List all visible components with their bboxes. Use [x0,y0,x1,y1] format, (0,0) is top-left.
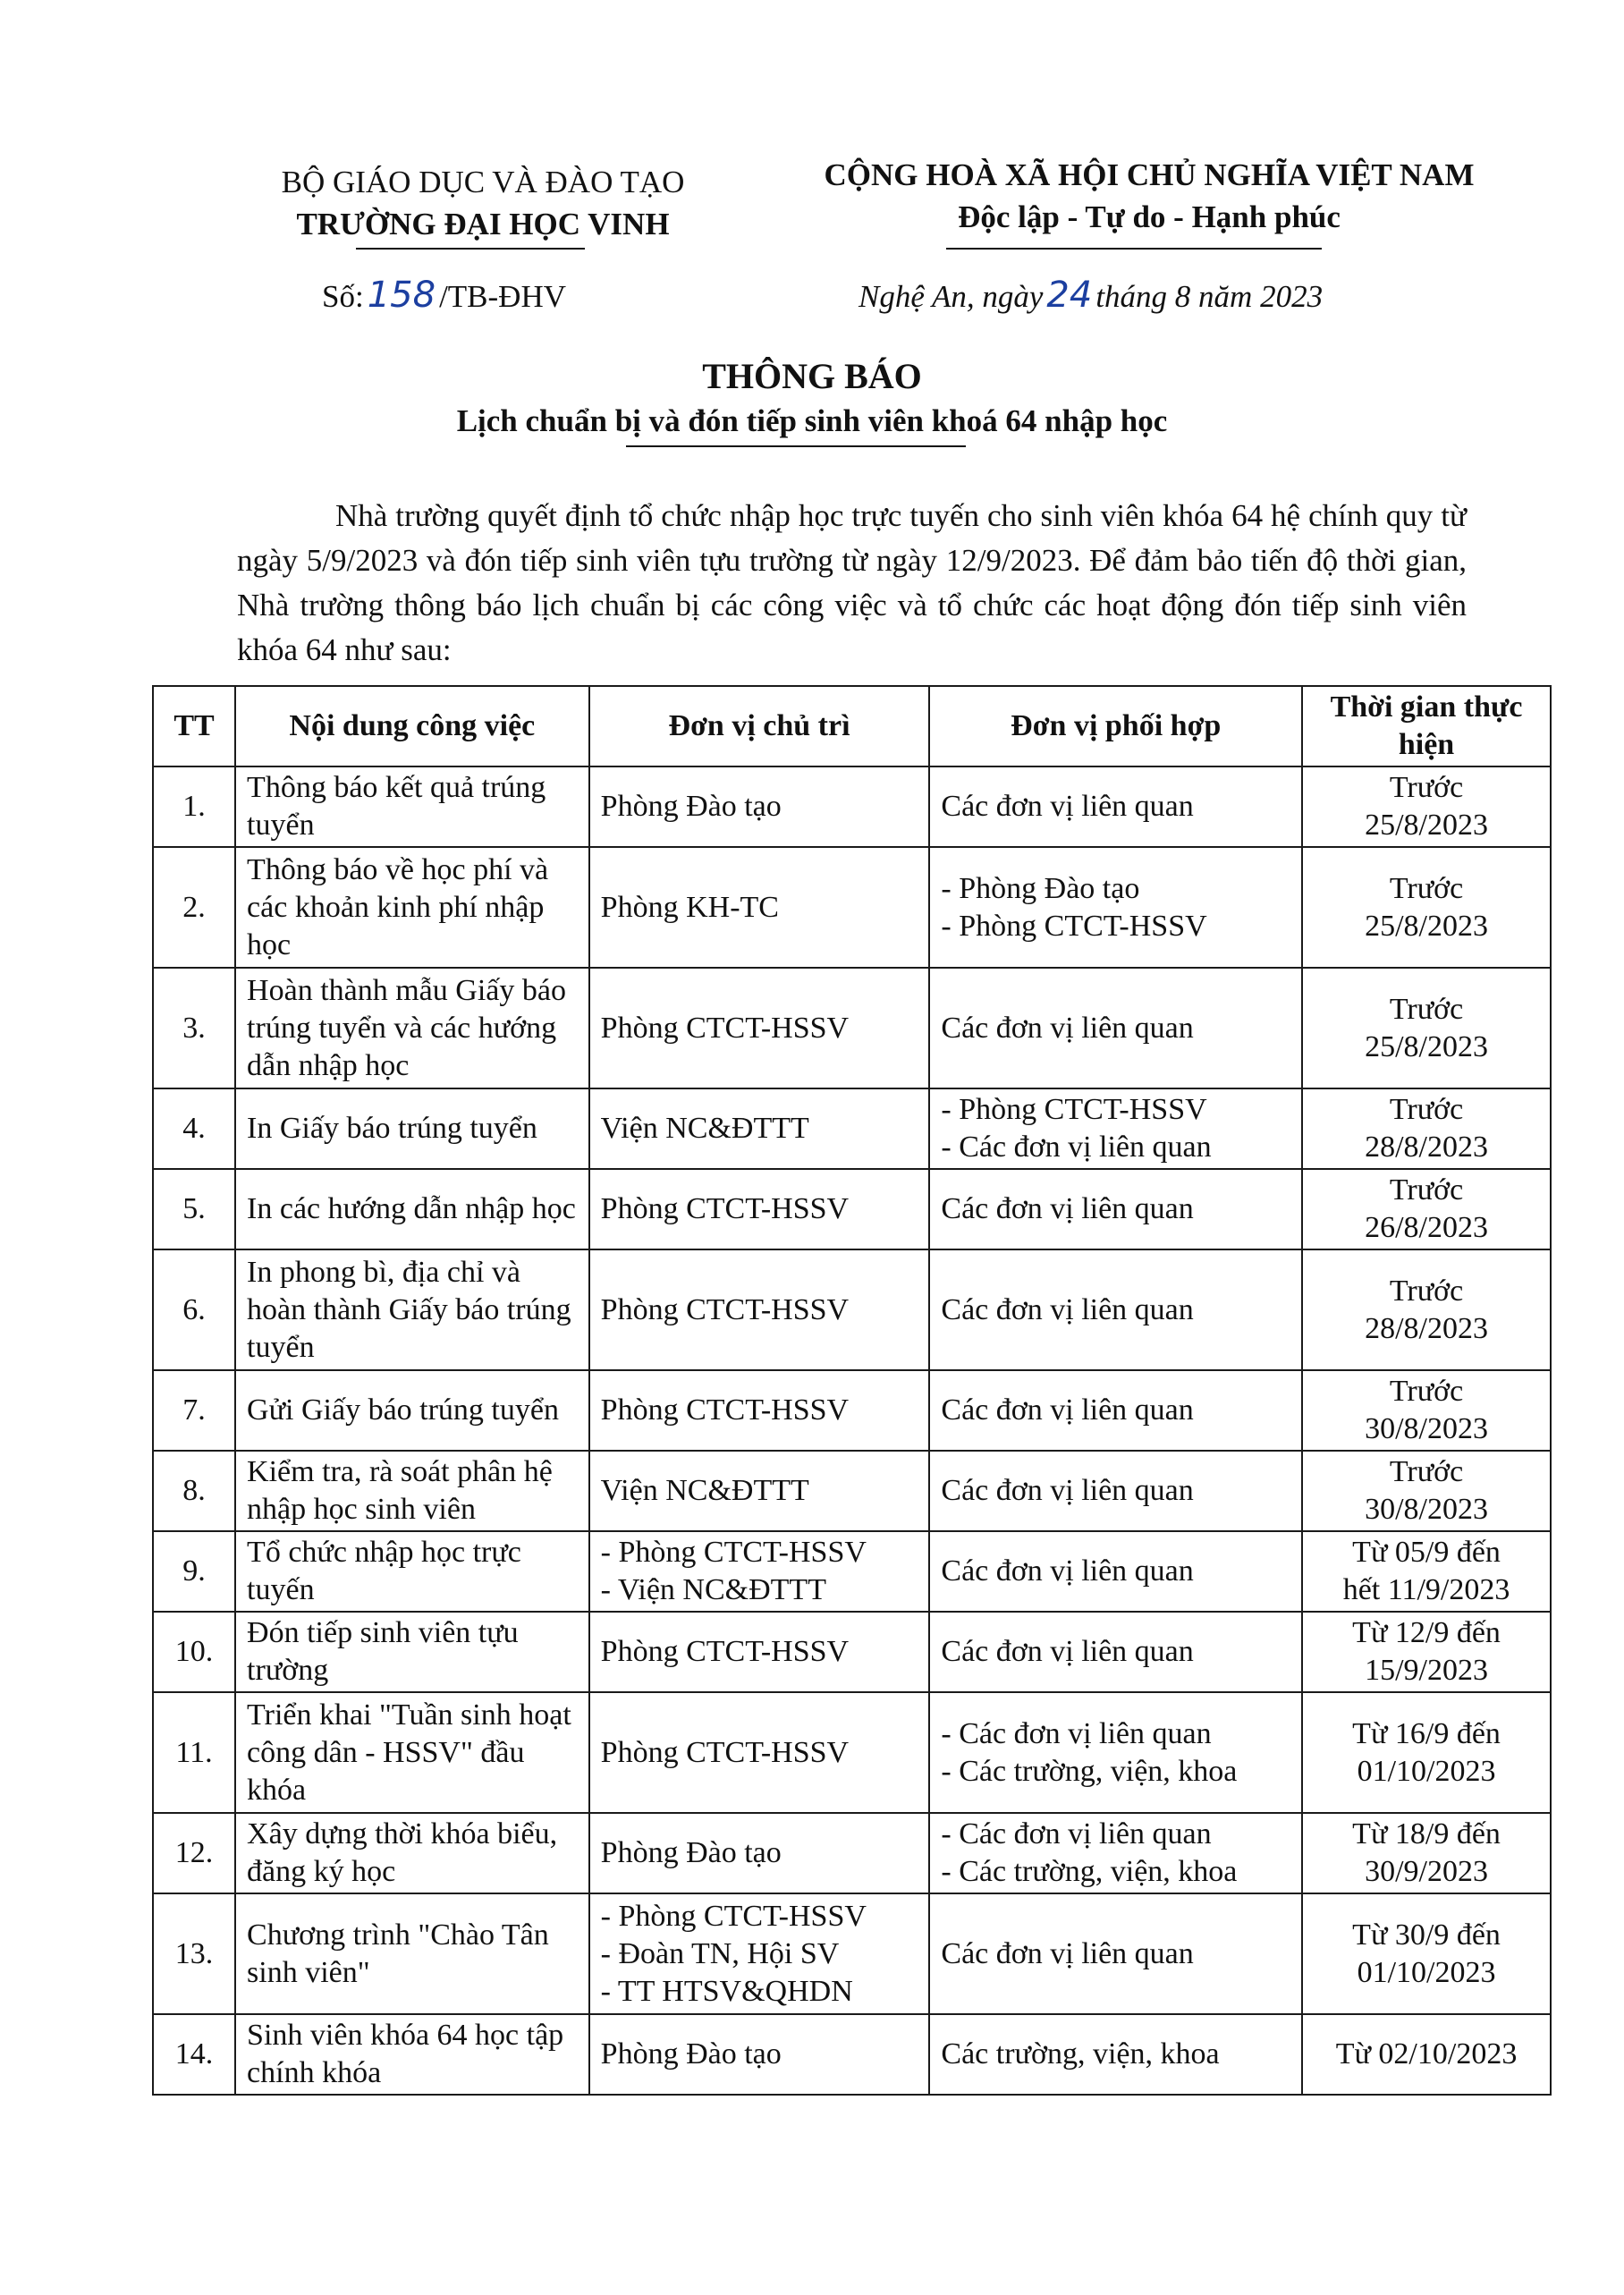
table-row [153,968,1551,1088]
time-frame-line: Từ 12/9 đến [1352,1616,1501,1649]
header-tt: TT [153,686,235,766]
handwritten-number: 158 [367,275,436,316]
task-description: Tổ chức nhập học trực tuyến [235,1531,589,1612]
lead-unit-line: Viện NC&ĐTTT [600,1112,809,1145]
table-row [153,1531,1551,1612]
table-row [153,1612,1551,1692]
time-frame-line: 28/8/2023 [1365,1131,1488,1164]
coop-unit [929,847,1302,968]
time-frame-line: 30/9/2023 [1365,1855,1488,1888]
coop-unit [929,1692,1302,1813]
time-frame-line: 01/10/2023 [1357,1754,1496,1788]
country-name: CỘNG HOÀ XÃ HỘI CHỦ NGHĨA VIỆT NAM [824,157,1475,192]
lead-unit-line: - Đoàn TN, Hội SV [600,1936,840,1970]
lead-unit [589,1813,930,1893]
national-motto: Độc lập - Tự do - Hạnh phúc [958,199,1341,234]
table-header-row [153,686,1551,766]
task-description: Chương trình "Chào Tân sinh viên" [235,1893,589,2014]
task-description: Hoàn thành mẫu Giấy báo trúng tuyển và các hướng dẫn nhập học [235,968,589,1088]
issuer-underline [356,248,585,250]
coop-unit-line: Các đơn vị liên quan [941,1011,1194,1045]
lead-unit-line: - Phòng CTCT-HSSV [600,1899,867,1933]
time-frame-line: 25/8/2023 [1365,1029,1488,1063]
coop-unit-line: Các đơn vị liên quan [941,1393,1194,1427]
task-description: Kiểm tra, rà soát phân hệ nhập học sinh viên [235,1451,589,1531]
table-row [153,1088,1551,1169]
task-description: Sinh viên khóa 64 học tập chính khóa [235,2014,589,2095]
coop-unit [929,1612,1302,1692]
table-row [153,2014,1551,2095]
time-frame-line: 30/8/2023 [1365,1493,1488,1526]
coop-unit-line: - Các đơn vị liên quan [941,1131,1212,1164]
lead-unit-line: - Phòng CTCT-HSSV [600,1536,867,1569]
time-frame-line: Trước [1389,1274,1464,1308]
row-number: 3. [153,968,235,1088]
lead-unit [589,1370,930,1451]
document-subtitle: Lịch chuẩn bị và đón tiếp sinh viên khoá 64 nhập học [456,403,1168,438]
issue-date [859,273,1323,319]
row-number: 1. [153,766,235,847]
time-frame [1302,1451,1551,1531]
time-frame [1302,1370,1551,1451]
ministry-name: BỘ GIÁO DỤC VÀ ĐÀO TẠO [281,165,685,199]
time-frame-line: Trước [1389,992,1464,1026]
time-frame [1302,1531,1551,1612]
table-row [153,1893,1551,2014]
coop-unit-line: Các đơn vị liên quan [941,790,1194,823]
time-frame-line: Trước [1389,871,1464,905]
subtitle-underline [626,445,966,447]
lead-unit-line: Phòng CTCT-HSSV [600,1192,850,1225]
table-row [153,1813,1551,1893]
time-frame-line: Từ 05/9 đến [1352,1536,1501,1569]
table-row [153,1249,1551,1370]
handwritten-day: 24 [1046,275,1093,316]
lead-unit-line: Phòng CTCT-HSSV [600,1735,850,1769]
header-time [1302,686,1551,766]
row-number: 13. [153,1893,235,2014]
document-title: THÔNG BÁO [702,356,922,396]
time-frame [1302,1249,1551,1370]
lead-unit-line: Phòng CTCT-HSSV [600,1292,850,1326]
time-frame [1302,766,1551,847]
document-number-prefix: Số: [322,279,364,314]
coop-unit [929,1531,1302,1612]
header-task: Nội dung công việc [235,686,589,766]
row-number: 12. [153,1813,235,1893]
time-frame [1302,2014,1551,2095]
lead-unit [589,1451,930,1531]
lead-unit [589,1612,930,1692]
time-frame-line: 25/8/2023 [1365,809,1488,842]
time-frame-line: Trước [1389,1173,1464,1207]
task-description: Đón tiếp sinh viên tựu trường [235,1612,589,1692]
intro-paragraph: Nhà trường quyết định tổ chức nhập học trực tuyến cho sinh viên khóa 64 hệ chính quy từ ngày 5/9/2023 và đón tiếp sinh viên tựu trường từ ngày 12/9/2023. Để đảm bảo tiến độ thời gian, Nhà trường thông báo lịch chuẩn bị các công việc và tổ chức các hoạt động đón tiếp sinh viên khóa 64 như sau: [237,498,1467,667]
coop-unit [929,1813,1302,1893]
time-frame [1302,1813,1551,1893]
time-frame-line: 25/8/2023 [1365,909,1488,943]
time-frame [1302,1893,1551,2014]
row-number: 8. [153,1451,235,1531]
time-frame-line: Trước [1389,1093,1464,1126]
header-coop-unit-label: Đơn vị phối hợp [1011,709,1222,742]
time-frame-line: Từ 18/9 đến [1352,1817,1501,1850]
lead-unit [589,847,930,968]
coop-unit [929,968,1302,1088]
lead-unit [589,1893,930,2014]
lead-unit-line: Phòng CTCT-HSSV [600,1011,850,1045]
coop-unit-line: - Phòng Đào tạo [941,871,1140,905]
document-number [322,273,566,319]
time-frame [1302,1088,1551,1169]
national-motto-block [778,154,1520,238]
time-frame [1302,1612,1551,1692]
task-description: Thông báo về học phí và các khoản kinh phí nhập học [235,847,589,968]
lead-unit-line: - Viện NC&ĐTTT [600,1573,826,1606]
coop-unit-line: Các đơn vị liên quan [941,1936,1194,1970]
coop-unit [929,1893,1302,2014]
time-frame-line: Từ 16/9 đến [1352,1716,1501,1750]
schedule-rows [153,766,1551,2095]
issuer-block [241,161,724,245]
task-description: Gửi Giấy báo trúng tuyển [235,1370,589,1451]
motto-underline [946,248,1322,250]
time-frame [1302,1692,1551,1813]
university-name: TRƯỜNG ĐẠI HỌC VINH [296,207,670,241]
task-description: Triển khai "Tuần sinh hoạt công dân - HSSV" đầu khóa [235,1692,589,1813]
row-number: 2. [153,847,235,968]
lead-unit [589,766,930,847]
row-number: 9. [153,1531,235,1612]
time-frame [1302,968,1551,1088]
time-frame [1302,847,1551,968]
row-number: 7. [153,1370,235,1451]
time-frame-line: 01/10/2023 [1357,1955,1496,1989]
task-description: In phong bì, địa chỉ và hoàn thành Giấy báo trúng tuyển [235,1249,589,1370]
coop-unit-line: Các trường, viện, khoa [941,2037,1220,2071]
coop-unit-line: Các đơn vị liên quan [941,1292,1194,1326]
document-number-suffix: /TB-ĐHV [439,279,566,314]
row-number: 4. [153,1088,235,1169]
coop-unit [929,2014,1302,2095]
coop-unit-line: Các đơn vị liên quan [941,1192,1194,1225]
lead-unit [589,1249,930,1370]
lead-unit-line: - TT HTSV&QHDN [600,1974,853,2008]
coop-unit-line: - Phòng CTCT-HSSV [941,909,1207,943]
coop-unit [929,1169,1302,1249]
table-row [153,1169,1551,1249]
lead-unit-line: Phòng Đào tạo [600,790,782,823]
coop-unit [929,1451,1302,1531]
time-frame-line: 26/8/2023 [1365,1211,1488,1244]
time-frame [1302,1169,1551,1249]
coop-unit-line: - Các đơn vị liên quan [941,1716,1212,1750]
time-frame-line: 15/9/2023 [1365,1654,1488,1687]
lead-unit-line: Phòng Đào tạo [600,2037,782,2071]
lead-unit [589,1169,930,1249]
row-number: 14. [153,2014,235,2095]
schedule-table [152,685,1552,2096]
coop-unit-line: Các đơn vị liên quan [941,1635,1194,1668]
table-row [153,1692,1551,1813]
lead-unit-line: Phòng Đào tạo [600,1836,782,1869]
lead-unit [589,1692,930,1813]
coop-unit-line: Các đơn vị liên quan [941,1474,1194,1507]
coop-unit [929,766,1302,847]
coop-unit-line: - Phòng CTCT-HSSV [941,1093,1207,1126]
time-frame-line: 30/8/2023 [1365,1412,1488,1445]
coop-unit-line: - Các trường, viện, khoa [941,1754,1238,1788]
table-row [153,1451,1551,1531]
time-frame-line: hết 11/9/2023 [1342,1573,1510,1606]
row-number: 11. [153,1692,235,1813]
header-time-line2: thực hiện [1398,690,1523,761]
lead-unit-line: Viện NC&ĐTTT [600,1474,809,1507]
task-description: Thông báo kết quả trúng tuyển [235,766,589,847]
lead-unit [589,968,930,1088]
header-time-line1: Thời gian [1330,690,1457,724]
header-coop-unit [929,686,1302,766]
time-frame-line: Từ 30/9 đến [1352,1918,1501,1952]
row-number: 5. [153,1169,235,1249]
coop-unit [929,1088,1302,1169]
time-frame-line: Trước [1389,1375,1464,1408]
lead-unit [589,1531,930,1612]
time-frame-line: Từ 02/10/2023 [1335,2037,1518,2071]
task-description: Xây dựng thời khóa biểu, đăng ký học [235,1813,589,1893]
header-lead-unit: Đơn vị chủ trì [589,686,930,766]
table-row [153,766,1551,847]
task-description: In các hướng dẫn nhập học [235,1169,589,1249]
table-row [153,847,1551,968]
table-row [153,1370,1551,1451]
lead-unit [589,1088,930,1169]
row-number: 10. [153,1612,235,1692]
date-suffix: tháng 8 năm 2023 [1095,279,1324,314]
date-prefix: Nghệ An, ngày [859,279,1044,314]
lead-unit-line: Phòng CTCT-HSSV [600,1635,850,1668]
coop-unit-line: Các đơn vị liên quan [941,1554,1194,1588]
row-number: 6. [153,1249,235,1370]
time-frame-line: Trước [1389,1455,1464,1488]
time-frame-line: 28/8/2023 [1365,1311,1488,1345]
coop-unit-line: - Các trường, viện, khoa [941,1855,1238,1888]
lead-unit [589,2014,930,2095]
coop-unit [929,1249,1302,1370]
lead-unit-line: Phòng CTCT-HSSV [600,1393,850,1427]
coop-unit-line: - Các đơn vị liên quan [941,1817,1212,1850]
coop-unit [929,1370,1302,1451]
time-frame-line: Trước [1389,771,1464,804]
lead-unit-line: Phòng KH-TC [600,890,779,924]
task-description: In Giấy báo trúng tuyển [235,1088,589,1169]
